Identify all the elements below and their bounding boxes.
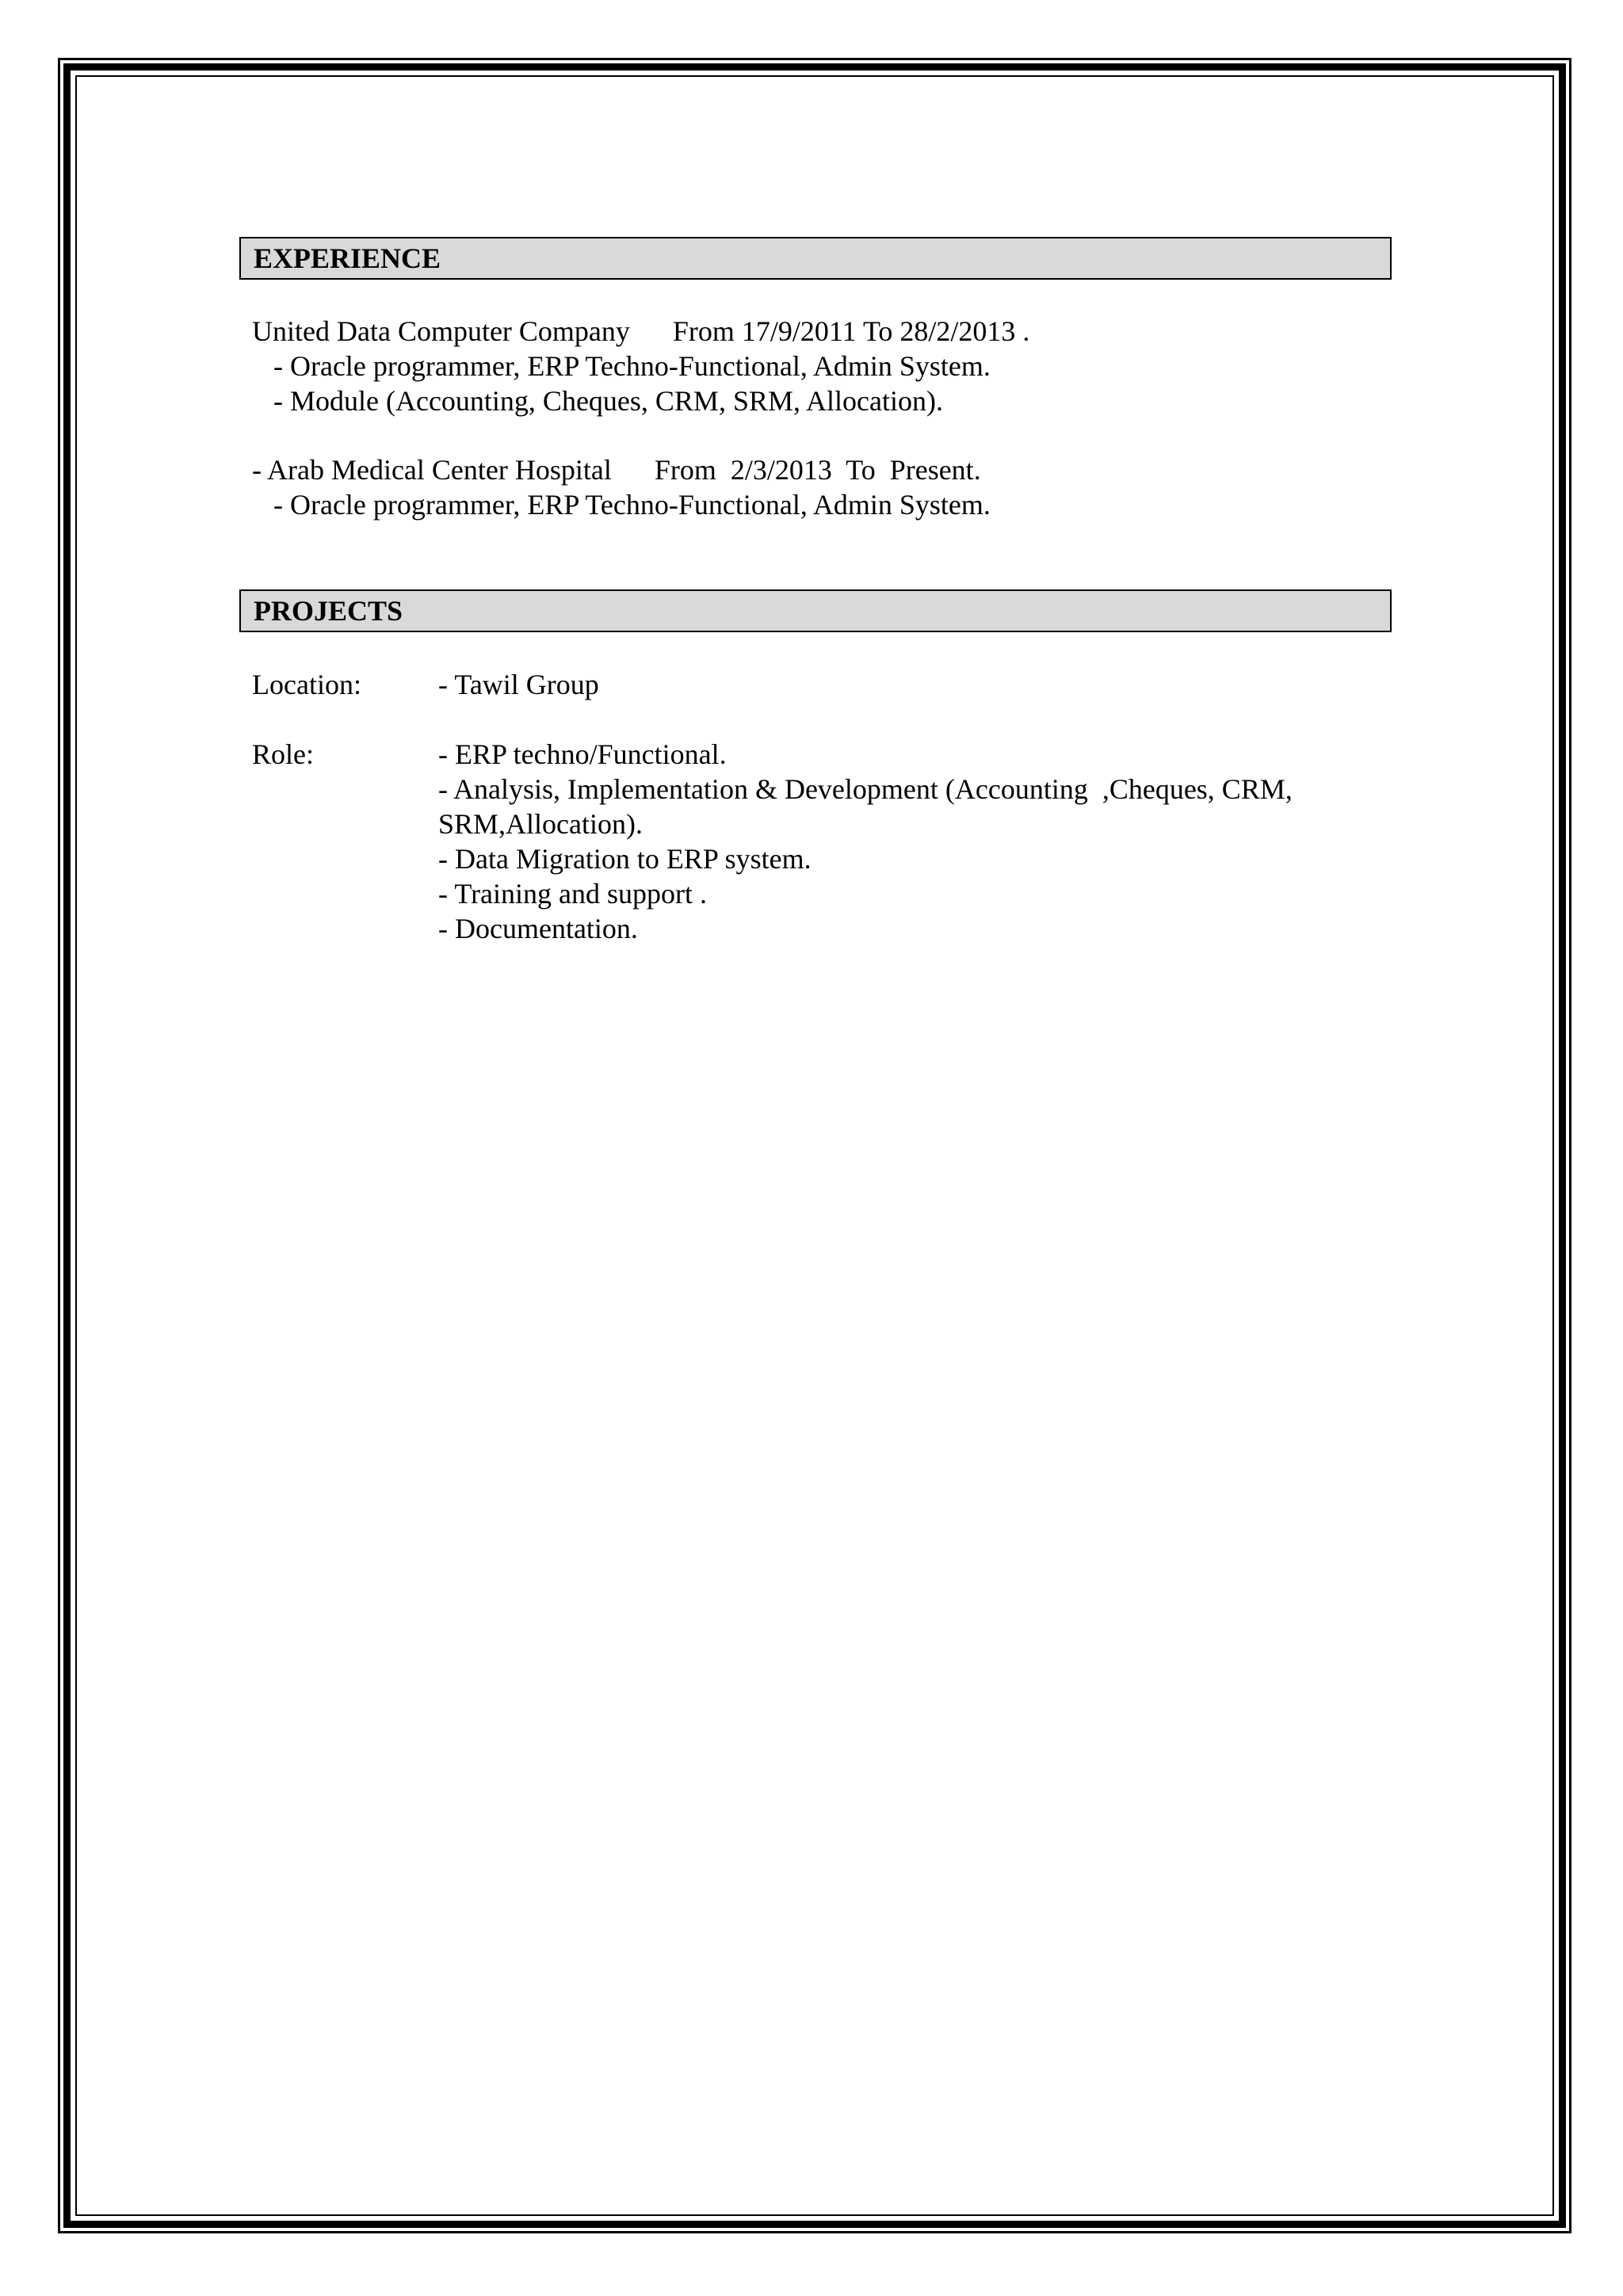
role-line-6: - Documentation. — [438, 913, 638, 944]
job2-role: - Oracle programmer, ERP Techno-Functional, Admin System. — [252, 489, 991, 521]
job1-modules: - Module (Accounting, Cheques, CRM, SRM, Allocation). — [252, 385, 943, 417]
location-label: Location: — [252, 669, 361, 700]
role-line-4: - Data Migration to ERP system. — [438, 843, 812, 875]
job1-role: - Oracle programmer, ERP Techno-Functional, Admin System. — [252, 350, 991, 382]
location-value: - Tawil Group — [438, 669, 599, 700]
role-line-3: SRM,Allocation). — [438, 808, 643, 840]
role-line-5: - Training and support . — [438, 878, 708, 910]
experience-header: EXPERIENCE — [239, 237, 1392, 280]
projects-header: PROJECTS — [239, 589, 1392, 632]
role-line-1: - ERP techno/Functional. — [438, 738, 727, 770]
job2-company-dates: - Arab Medical Center Hospital From 2/3/2013 To Present. — [252, 454, 981, 486]
job1-company-dates: United Data Computer Company From 17/9/2011 To 28/2/2013 . — [252, 315, 1030, 347]
role-label: Role: — [252, 738, 314, 770]
role-line-2: - Analysis, Implementation & Development (Accounting ,Cheques, CRM, — [438, 773, 1293, 805]
